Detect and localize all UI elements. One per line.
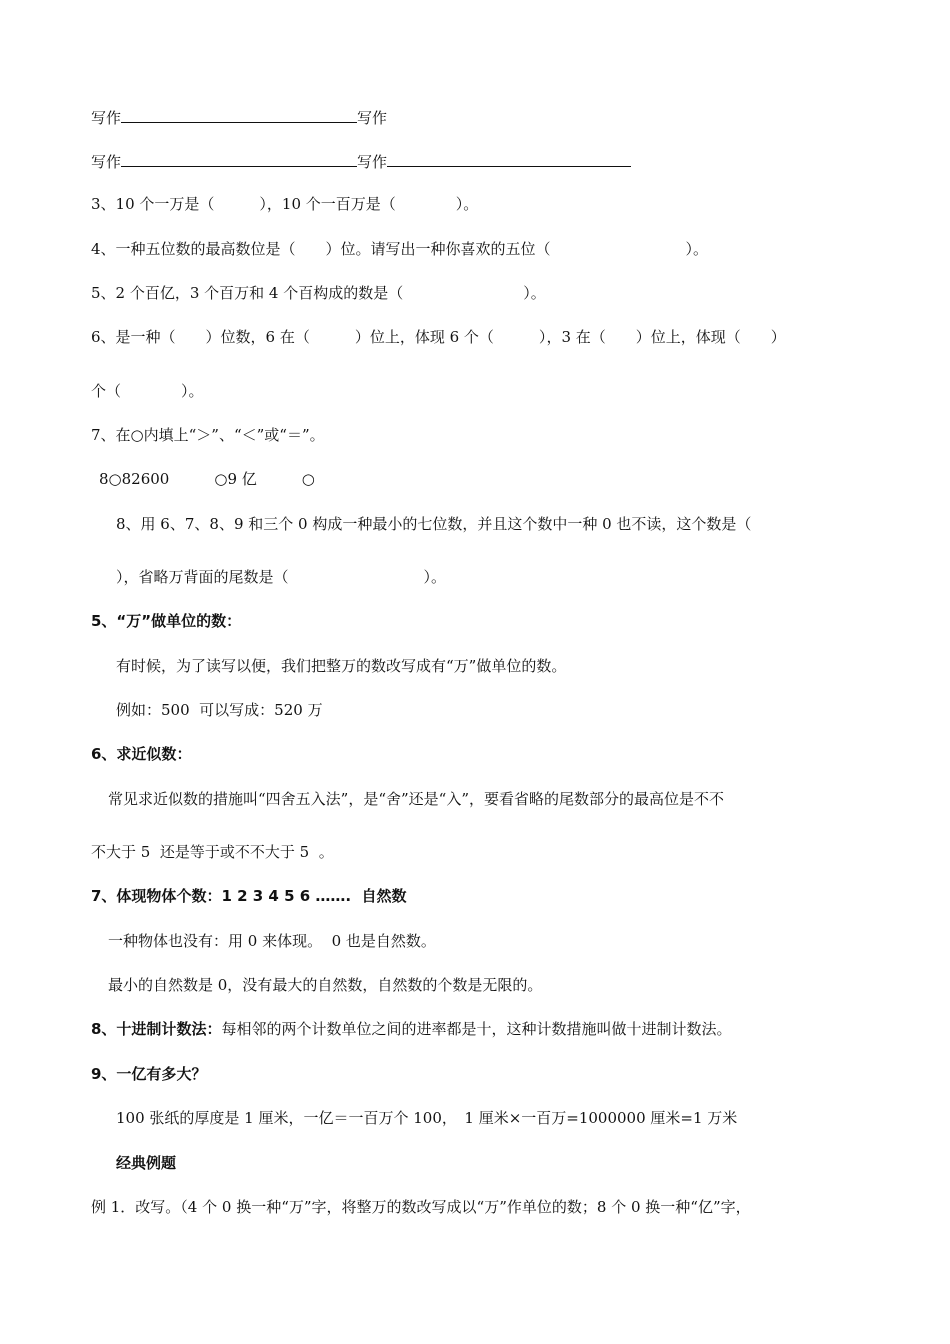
- section-6-paragraph-1: 常见求近似数的措施叫“四舍五入法”，是“舍”还是“入”，要看省略的尾数部分的最高位是不不: [108, 790, 725, 808]
- section-8-text: 每相邻的两个计数单位之间的进率都是十，这种计数措施叫做十进制计数法。: [221, 1020, 732, 1038]
- write-label: 写作: [357, 109, 388, 127]
- write-row-1: [91, 106, 387, 128]
- question-8-line-1: 8、用 6、7、8、9 和三个 0 构成一种最小的七位数，并且这个数中一种 0 也不读，这个数是（: [116, 515, 752, 533]
- write-label: 写作: [91, 109, 122, 127]
- question-3: 3、10 个一万是（ ），10 个一百万是（ ）。: [91, 195, 479, 213]
- answer-blank: [387, 150, 631, 167]
- section-9-heading: 9、一亿有多大？: [91, 1065, 207, 1083]
- section-5-example: 例如：500 可以写成：520 万: [116, 701, 323, 719]
- section-5-paragraph: 有时候，为了读写以便，我们把整万的数改写成有“万”做单位的数。: [116, 657, 567, 675]
- section-7-paragraph-1: 一种物体也没有：用 0 来体现。 0 也是自然数。: [108, 932, 436, 950]
- answer-blank: [121, 150, 357, 167]
- question-7-items: 8○82600 ○9 亿 ○: [99, 470, 315, 488]
- question-4: 4、一种五位数的最高数位是（ ）位。请写出一种你喜欢的五位（ ）。: [91, 240, 709, 258]
- question-6-line-1: 6、是一种（ ）位数，6 在（ ）位上，体现 6 个（ ），3 在（ ）位上，体现（ ）: [91, 328, 786, 346]
- section-8: [91, 1019, 731, 1039]
- section-6-heading: 6、求近似数：: [91, 745, 192, 763]
- section-8-heading: 8、十进制计数法：: [91, 1020, 222, 1038]
- question-8-line-2: ），省略万背面的尾数是（ ）。: [116, 568, 447, 586]
- question-5: 5、2 个百亿，3 个百万和 4 个百构成的数是（ ）。: [91, 284, 546, 302]
- write-label: 写作: [91, 153, 122, 171]
- write-label: 写作: [357, 153, 388, 171]
- section-5-heading: 5、“万”做单位的数：: [91, 612, 242, 630]
- examples-heading: 经典例题: [116, 1154, 177, 1172]
- section-9-paragraph: 100 张纸的厚度是 1 厘米，一亿＝一百万个 100， 1 厘米×一百万=1000000 厘米=1 万米: [116, 1109, 738, 1127]
- section-7-heading: 7、体现物体个数：1 2 3 4 5 6 ……. 自然数: [91, 887, 407, 905]
- answer-blank: [121, 106, 357, 123]
- section-6-paragraph-2: 不大于 5 还是等于或不不大于 5 。: [91, 843, 334, 861]
- write-row-2: [91, 150, 631, 172]
- example-1: 例 1．改写。（4 个 0 换一种“万”字，将整万的数改写成以“万”作单位的数；8 个 0 换一种“亿”字，: [91, 1198, 751, 1216]
- section-7-paragraph-2: 最小的自然数是 0，没有最大的自然数，自然数的个数是无限的。: [108, 976, 543, 994]
- question-7: 7、在○内填上“＞”、“＜”或“＝”。: [91, 426, 325, 444]
- question-6-line-2: 个（ ）。: [91, 382, 204, 400]
